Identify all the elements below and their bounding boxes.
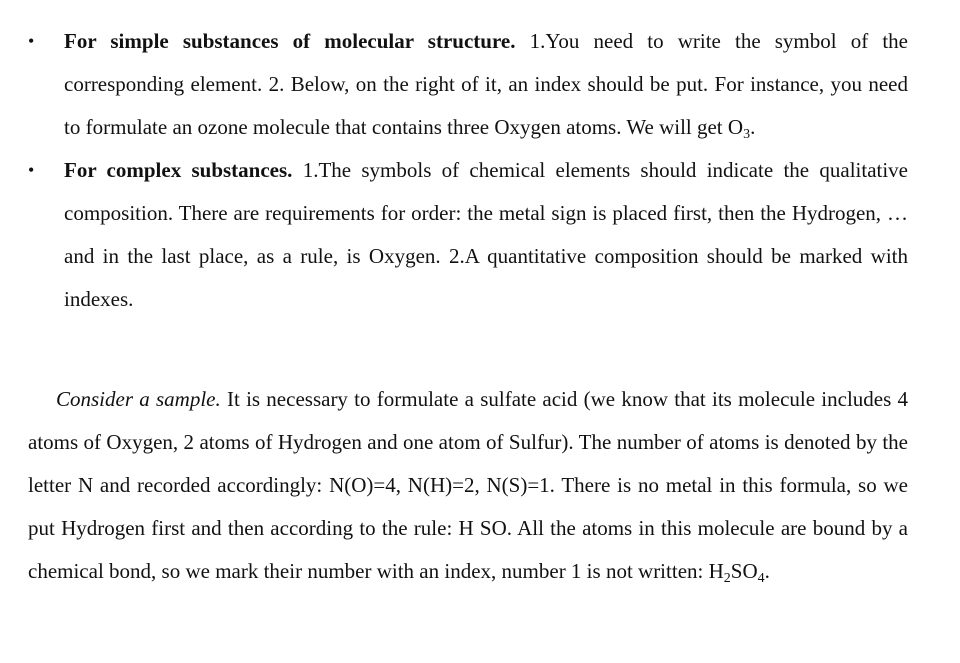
bullet-text-end: . — [750, 115, 756, 139]
bullet-list — [28, 20, 908, 321]
example-paragraph — [28, 378, 908, 593]
subscript-oxygen: 4 — [757, 571, 765, 586]
bullet-item-complex-substances — [28, 149, 908, 321]
bullet-item-simple-substances — [28, 20, 908, 149]
bullet-icon: • — [28, 160, 35, 180]
bullet-text: 1.You need to write the symbol of the corresponding element. 2. Below, on the right of it, an index should be put. For instance, you need to formulate an ozone molecule that contains three Oxygen atoms. We will get O — [64, 29, 908, 139]
paragraph-text: It is necessary to formulate a sulfate acid (we know that its molecule includes 4 atoms of Oxygen, 2 atoms of Hydrogen and one atom of Sulfur). The number of atoms is denoted by the letter N and recorded accordingly: N(O)=4, N(H)=2, N(S)=1. There is no metal in this formula, so we put Hydrogen first and then according to the rule: H SO. All the atoms in this molecule are bound by a chemical bond, so we mark their number with an index, number 1 is not written: H — [28, 387, 909, 583]
subscript-hydrogen: 2 — [723, 571, 731, 586]
bullet-heading: For simple substances of molecular structure. — [64, 29, 516, 53]
paragraph-lead: Consider a sample. — [56, 387, 221, 411]
bullet-heading: For complex substances. — [64, 158, 293, 182]
subscript: 3 — [743, 127, 751, 142]
bullet-icon: • — [28, 31, 35, 51]
formula-text: SO — [730, 559, 758, 583]
bullet-text: 1.The symbols of chemical elements should indicate the qualitative composition. There are requirements for order: the metal sign is placed first, then the Hydrogen, … and in the last place, as a rule, is Oxygen. 2.A quantitative composition should be marked with indexes. — [64, 158, 909, 311]
paragraph-end: . — [764, 559, 770, 583]
